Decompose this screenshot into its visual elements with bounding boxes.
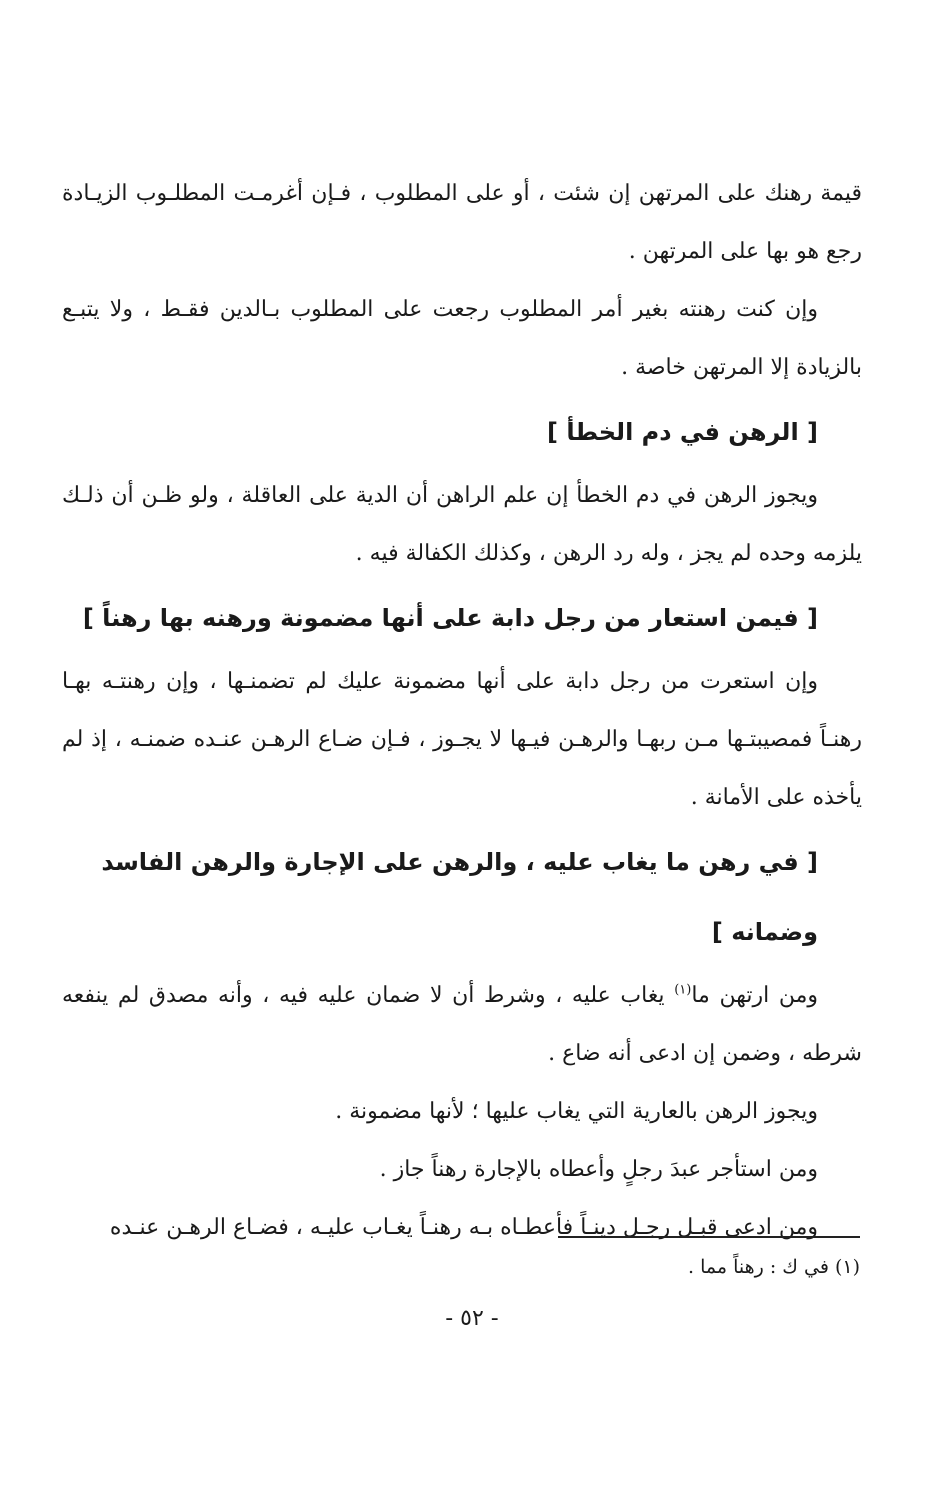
section-heading-3: [ في رهن ما يغاب عليه ، والرهن على الإجارة والرهن الفاسد وضمانه ] (101, 848, 818, 946)
footnote-marker[interactable]: (١) (674, 982, 692, 998)
section-heading-2: [ فيمن استعار من رجل دابة على أنها مضمونة ورهنه بها رهناً ] (82, 604, 818, 632)
paragraph-3: ويجوز الرهن في دم الخطأ إن علم الراهن أن الدية على العاقلة ، ولو ظـن أن ذلـك يلزمه وحده لم يجز ، وله رد الرهن ، وكذلك الكفالة فيه . (62, 483, 862, 566)
paragraph-8: ومن ادعى قبـل رجـل دينـاً فأعطـاه بـه رهنـاً يغـاب عليـه ، فضـاع الرهـن عنـده (109, 1215, 818, 1240)
footnote-divider (558, 1236, 860, 1238)
paragraph-5-start: ومن ارتهن ما (691, 983, 818, 1008)
footnote: (١) في ك : رهناً مما . (688, 1256, 860, 1278)
paragraph-5-end: يغاب عليه ، وشرط أن لا ضمان عليه فيه ، وأنه مصدق لم ينفعه شرطه ، وضمن إن ادعى أنه ضاع . (62, 983, 862, 1066)
paragraph-7: ومن استأجر عبدَ رجلٍ وأعطاه بالإجارة رهناً جاز . (379, 1157, 818, 1182)
page-number: - ٥٢ - (445, 1306, 499, 1331)
paragraph-1: قيمة رهنك على المرتهن إن شئت ، أو على المطلوب ، فـإن أغرمـت المطلـوب الزيـادة رجع هو بها على المرتهن . (62, 181, 862, 264)
paragraph-2: وإن كنت رهنته بغير أمر المطلوب رجعت على المطلوب بـالدين فقـط ، ولا يتبـع بالزيادة إلا المرتهن خاصة . (62, 297, 862, 380)
paragraph-4: وإن استعرت من رجل دابة على أنها مضمونة عليك لم تضمنـها ، وإن رهنتـه بهـا رهنـاً فمصيبتـها مـن ربهـا والرهـن فيـها لا يجـوز ، فـإن ضـاع الرهـن عنـده ضمنـه ، إذ لم يأخذه على الأمانة . (62, 669, 862, 810)
paragraph-6: ويجوز الرهن بالعارية التي يغاب عليها ؛ لأنها مضمونة . (335, 1099, 818, 1124)
page-body (62, 165, 862, 1257)
section-heading-1: [ الرهن في دم الخطأ ] (547, 418, 818, 446)
paragraph-5 (62, 967, 862, 1083)
